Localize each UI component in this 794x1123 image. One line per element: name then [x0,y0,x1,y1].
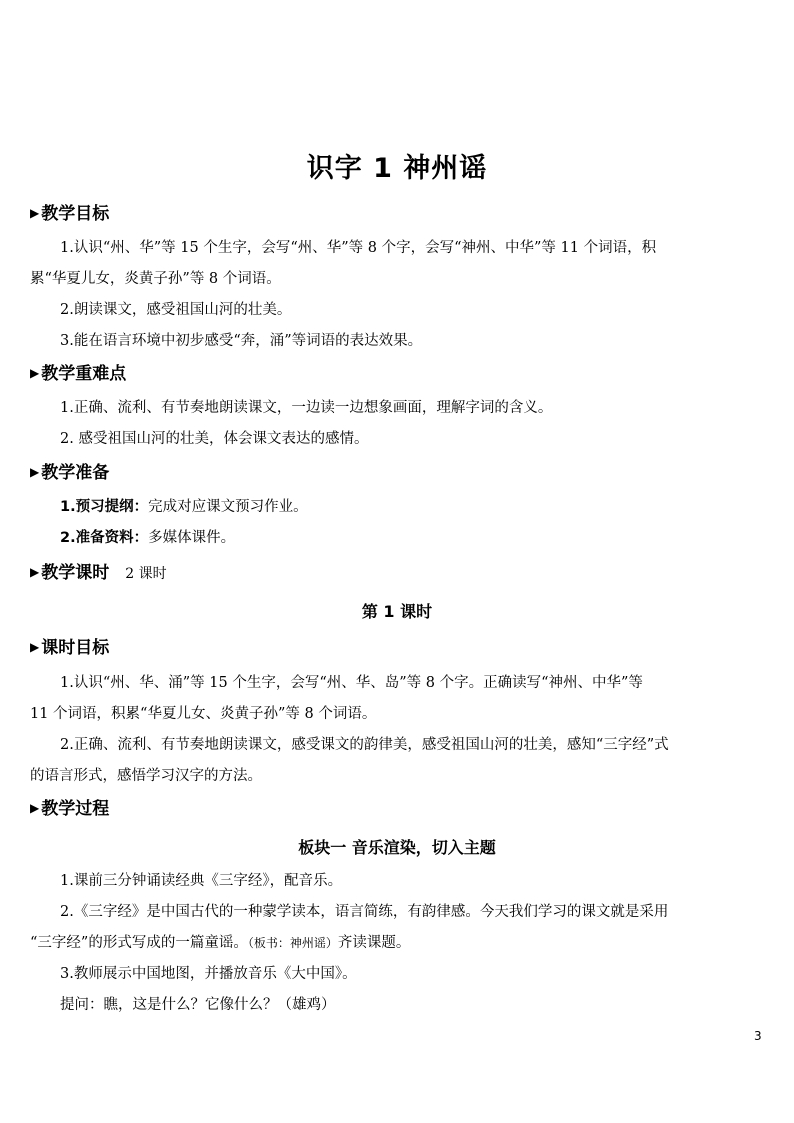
lesson-goals-paragraph-1 [30,668,770,730]
section-heading-goals [30,203,109,225]
section-heading-key-points [30,363,126,385]
section-heading-process-text: 教学过程 [41,799,110,819]
goals-p3: 3.能在语言环境中初步感受“奔，涌”等词语的表达效果。 [60,333,423,349]
preparation-paragraph-2 [30,523,770,554]
lesson-goals-p1-line2: 11 个词语，积累“华夏儿女、炎黄子孙”等 8 个词语。 [30,706,377,722]
triangle-bullet-icon: ▶ [30,206,40,220]
lesson-title: 识字 1 神州谣 [306,153,488,184]
page-number: 3 [754,1029,762,1043]
key-points-p2: 2. 感受祖国山河的壮美，体会课文表达的感情。 [60,431,369,447]
process-p2-line2-c: 齐读课题。 [337,935,411,951]
lesson-goals-p2-line2: 的语言形式，感悟学习汉字的方法。 [30,768,262,784]
lesson-goals-p2-line1: 2.正确、流利、有节奏地朗读课文，感受课文的韵律美，感受祖国山河的壮美，感知“三字经”式 [60,737,669,753]
blackboard-note: （板书：神州谣） [247,936,338,950]
process-paragraph-3 [30,959,770,990]
section-heading-hours [30,562,167,585]
hours-value: 2 课时 [125,566,167,582]
goals-p1-line2: 累“华夏儿女，炎黄子孙”等 8 个词语。 [30,271,281,287]
triangle-bullet-icon: ▶ [30,801,40,815]
section-heading-lesson-goals [30,637,109,659]
triangle-bullet-icon: ▶ [30,366,40,380]
triangle-bullet-icon: ▶ [30,465,40,479]
key-points-paragraph-1 [30,393,770,424]
section-heading-preparation-text: 教学准备 [41,463,110,483]
lesson-goals-paragraph-2 [30,730,770,792]
preparation-paragraph-1 [30,492,770,523]
process-paragraph-4 [30,990,770,1021]
goals-paragraph-1 [30,233,770,295]
section-heading-goals-text: 教学目标 [41,204,110,224]
process-p1: 1.课前三分钟诵读经典《三字经》，配音乐。 [60,873,343,889]
process-paragraph-2 [30,897,770,959]
lesson-goals-p1-line1: 1.认识“州、华、涌”等 15 个生字，会写“州、华、岛”等 8 个字。正确读写“神州、中华”等 [60,675,643,691]
preparation-p2-label: 2.准备资料： [60,530,149,546]
goals-paragraph-2 [30,295,770,326]
section-heading-key-points-text: 教学重难点 [41,364,127,384]
process-p2-line2-a: “三字经”的形式写成的一篇童谣。 [30,935,248,951]
goals-p2: 2.朗读课文，感受祖国山河的壮美。 [60,302,292,318]
block-1-heading: 板块一 音乐渲染，切入主题 [298,838,496,857]
preparation-p1-text: 完成对应课文预习作业。 [148,499,308,515]
process-p3: 3.教师展示中国地图，并播放音乐《大中国》。 [60,966,357,982]
section-heading-process [30,798,109,820]
preparation-p1-label: 1.预习提纲： [60,499,149,515]
key-points-p1: 1.正确、流利、有节奏地朗读课文，一边读一边想象画面，理解字词的含义。 [60,400,553,416]
lesson-1-heading: 第 1 课时 [361,602,433,621]
section-heading-preparation [30,462,109,484]
process-p4: 提问：瞧，这是什么？它像什么？（雄鸡） [60,997,336,1013]
preparation-p2-text: 多媒体课件。 [148,530,236,546]
process-paragraph-1 [30,866,770,897]
process-p2-line1: 2.《三字经》是中国古代的一种蒙学读本，语言简练，有韵律感。今天我们学习的课文就是采用 [60,904,669,920]
key-points-paragraph-2 [30,424,770,455]
triangle-bullet-icon: ▶ [30,565,40,579]
section-heading-lesson-goals-text: 课时目标 [41,638,110,658]
section-heading-hours-text: 教学课时 [41,563,110,583]
goals-paragraph-3 [30,326,770,357]
triangle-bullet-icon: ▶ [30,640,40,654]
goals-p1-line1: 1.认识“州、华”等 15 个生字，会写“州、华”等 8 个字，会写“神州、中华”等 11 个词语，积 [60,240,657,256]
